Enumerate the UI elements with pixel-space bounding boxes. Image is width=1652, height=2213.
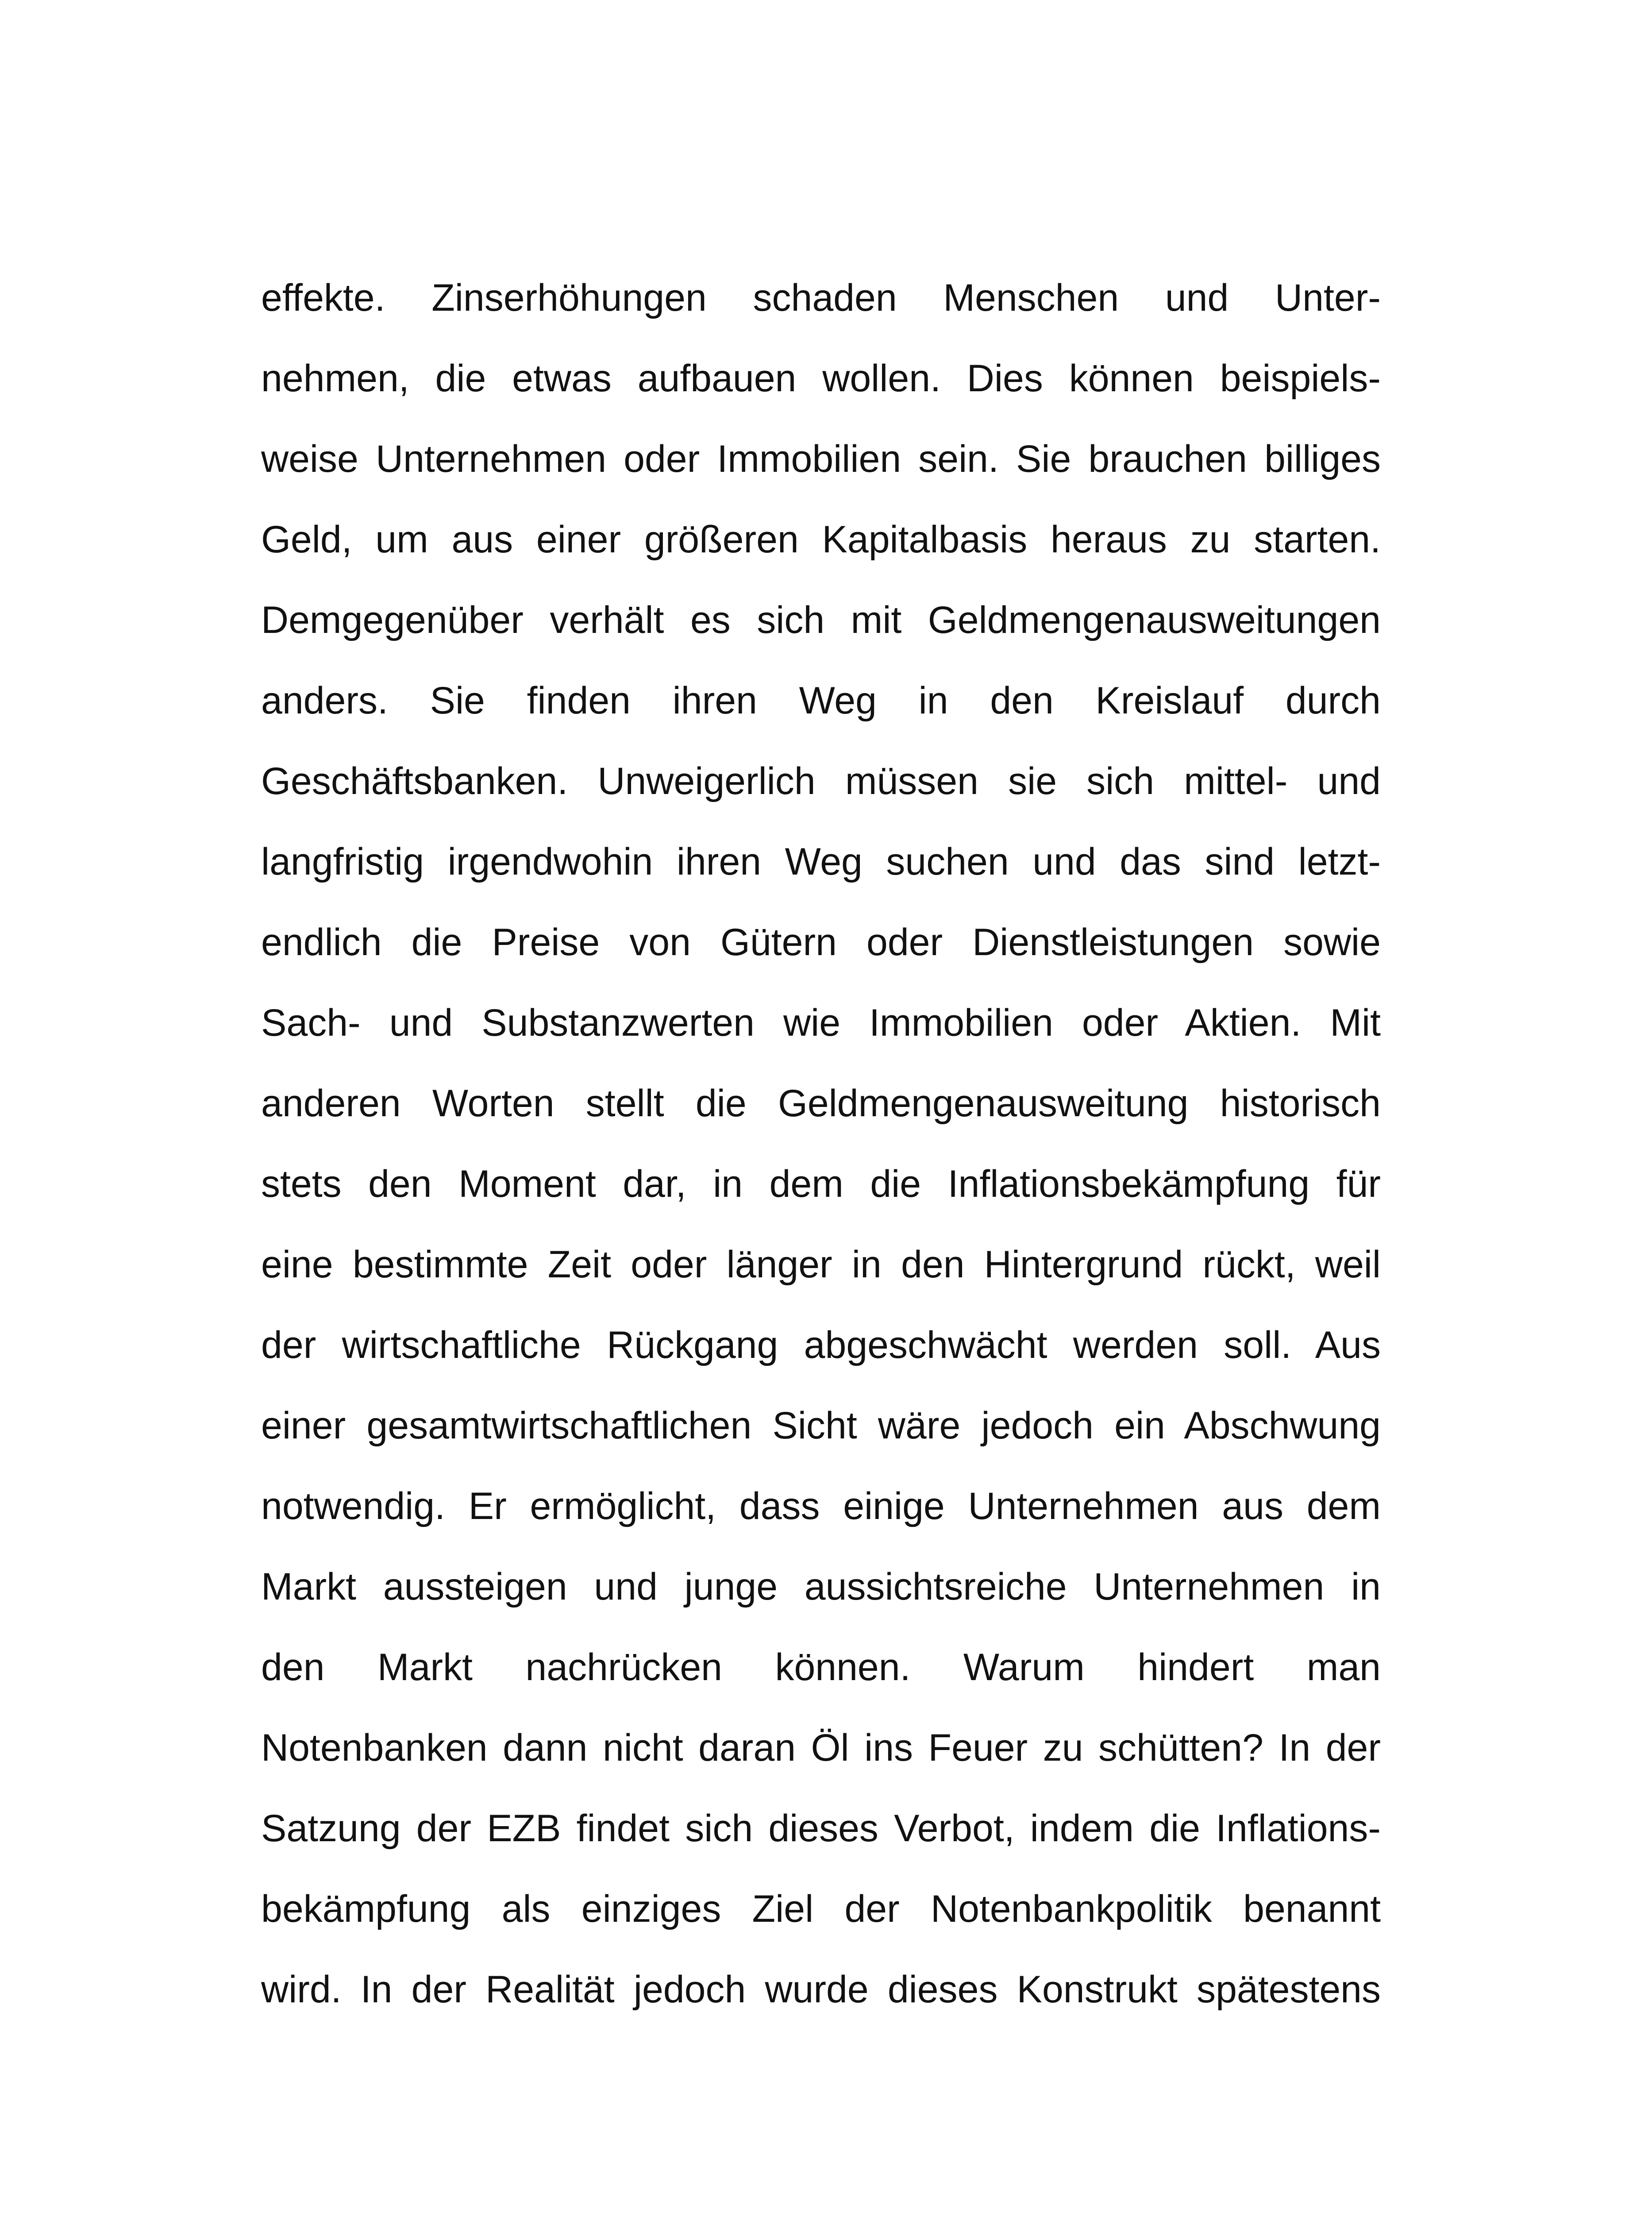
text-line: notwendig. Er ermöglicht, dass einige Unternehmen aus dem <box>261 1485 1381 1527</box>
text-line: Sach- und Substanzwerten wie Immobilien oder Aktien. Mit <box>261 1002 1381 1044</box>
text-line: anders. Sie finden ihren Weg in den Kreislauf durch <box>261 679 1381 722</box>
body-text <box>261 258 1381 2030</box>
text-line: anderen Worten stellt die Geldmengenausweitung historisch <box>261 1082 1381 1125</box>
text-line: den Markt nachrücken können. Warum hindert man <box>261 1646 1381 1689</box>
text-line: Geld, um aus einer größeren Kapitalbasis heraus zu starten. <box>261 518 1381 561</box>
text-line: Geschäftsbanken. Unweigerlich müssen sie sich mittel- und <box>261 760 1381 802</box>
text-line: der wirtschaftliche Rückgang abgeschwächt werden soll. Aus <box>261 1324 1381 1366</box>
text-line: endlich die Preise von Gütern oder Dienstleistungen sowie <box>261 921 1381 964</box>
text-line: eine bestimmte Zeit oder länger in den Hintergrund rückt, weil <box>261 1243 1381 1286</box>
text-line: Demgegenüber verhält es sich mit Geldmengenausweitungen <box>261 599 1381 641</box>
text-line: wird. In der Realität jedoch wurde dieses Konstrukt spätestens <box>261 1968 1381 2011</box>
text-line: stets den Moment dar, in dem die Inflationsbekämpfung für <box>261 1163 1381 1205</box>
text-line: Satzung der EZB findet sich dieses Verbot, indem die Inflations- <box>261 1807 1381 1850</box>
text-line: langfristig irgendwohin ihren Weg suchen und das sind letzt- <box>261 840 1381 883</box>
text-line: bekämpfung als einziges Ziel der Notenbankpolitik benannt <box>261 1888 1381 1930</box>
text-line: Markt aussteigen und junge aussichtsreiche Unternehmen in <box>261 1565 1381 1608</box>
text-line: einer gesamtwirtschaftlichen Sicht wäre jedoch ein Abschwung <box>261 1404 1381 1447</box>
text-line: effekte. Zinserhöhungen schaden Menschen und Unter- <box>261 277 1381 319</box>
text-line: weise Unternehmen oder Immobilien sein. Sie brauchen billiges <box>261 438 1381 480</box>
text-line: Notenbanken dann nicht daran Öl ins Feuer zu schütten? In der <box>261 1727 1381 1769</box>
text-line: nehmen, die etwas aufbauen wollen. Dies können beispiels- <box>261 357 1381 400</box>
